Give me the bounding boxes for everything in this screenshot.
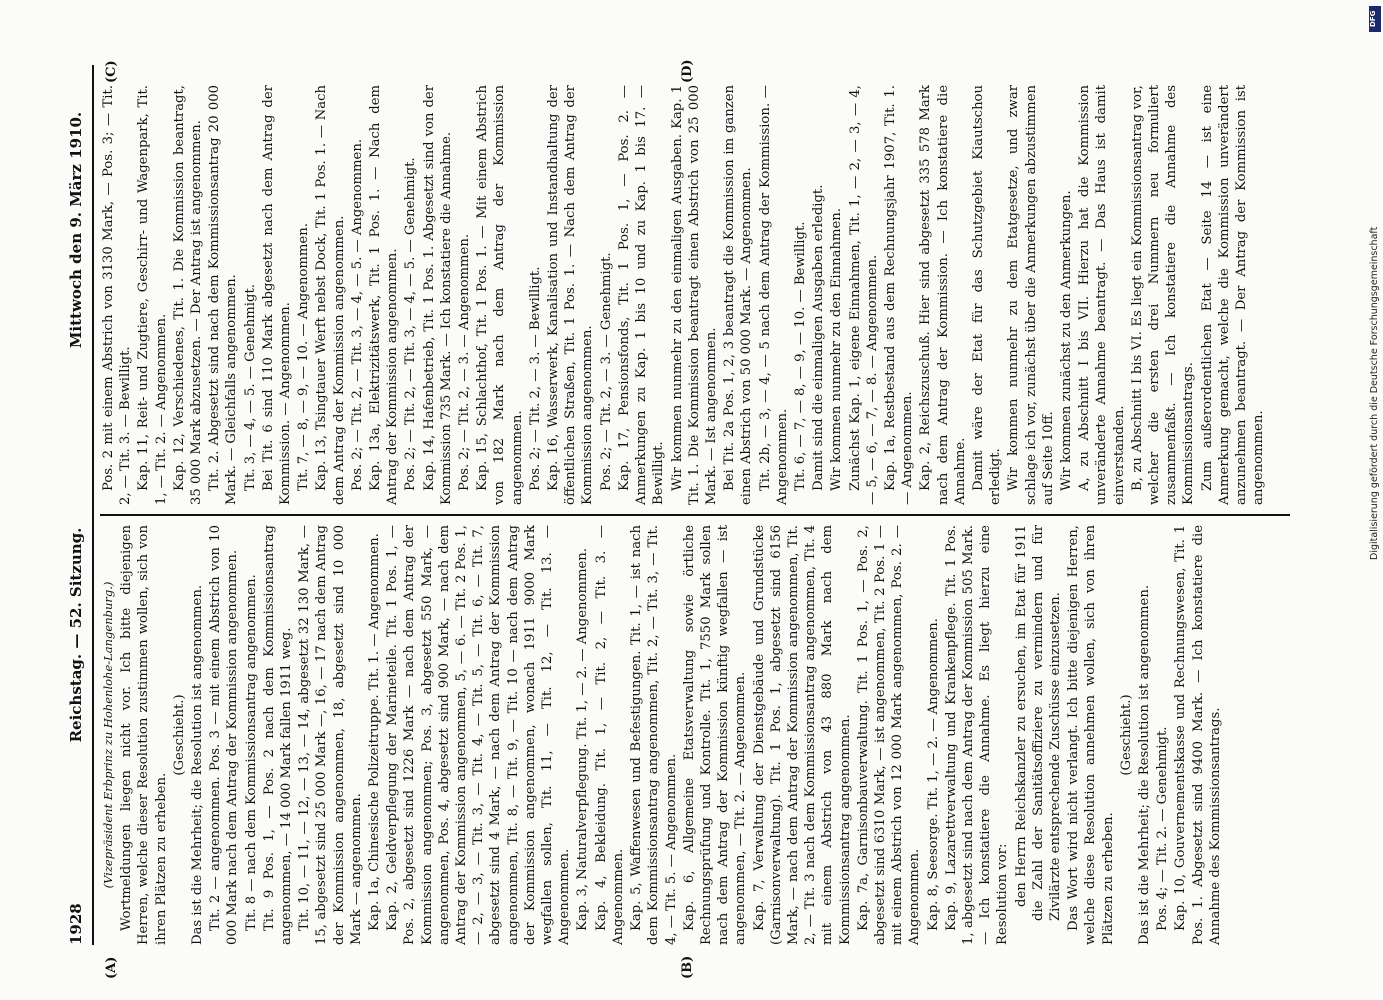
- paragraph: Das Wort wird nicht verlangt. Ich bitte diejenigen Herren, welche diese Resolution annehmen wollen, sich von ihren Plätzen zu erheben.: [1066, 525, 1116, 945]
- paragraph: Tit. 10, — 11, — 12, — 13, — 14, abgesetzt 32 130 Mark, — 15, abgesetzt sind 25 000 Mark —, 16, — 17 nach dem Antrag der Kommission angenommen, 18, abgesetzt sind 10 000 Mark — angenommen.: [297, 525, 364, 945]
- running-header: [60, 65, 94, 945]
- paragraph: Tit. 3, — 4, — 5. — Genehmigt.: [242, 284, 258, 491]
- paragraph: Kap. 2, Reichszuschuß. Hier sind abgesetzt 335 578 Mark nach dem Antrag der Kommission. — Ich konstatiere die Annahme.: [918, 85, 968, 505]
- paragraph: Wortmeldungen liegen nicht vor. Ich bitte diejenigen Herren, welche dieser Resolution zustimmen wollen, sich von ihren Plätzen zu erheben.: [119, 525, 169, 945]
- paragraph: Kap. 10, Gouvernementskasse und Rechnungswesen, Tit. 1 Pos. 1. Abgesetzt sind 9400 Mark. — Ich konstatiere die Annahme des Kommissionsantrags.: [1173, 525, 1223, 945]
- paragraph: Kap. 4, Bekleidung. Tit. 1, — Tit. 2, — Tit. 3. — Angenommen.: [593, 525, 626, 945]
- paragraph: Kap. 16, Wasserwerk, Kanalisation und Instandhaltung der öffentlichen Straßen, Tit. 1 Pos. 1. — Nach dem Antrag der Kommission angenommen.: [546, 85, 596, 505]
- page-content: [60, 59, 1310, 979]
- paragraph: Kap. 2, Geldverpflegung der Marineteile. Tit. 1 Pos. 1, — Pos. 2, abgesetzt sind 1226 Mark — nach dem Antrag der Kommission angenommen; Pos. 3, abgesetzt 550 Mark, — angenommen, Pos. 4, abgesetzt sind 900 Mark, — nach dem Antrag der Kommission angenommen, 5, — 6. — Tit. 2 Pos. 1, — 2, — 3, — Tit. 3, — Tit. 4, — Tit. 5, — Tit. 6, — Tit. 7, abgesetzt sind 4 Mark, — nach dem Antrag der Kommission angenommen, Tit. 8, — Tit. 9, — Tit. 10 — nach dem Antrag der Kommission angenommen, wonach 1911 9000 Mark wegfallen sollen, Tit. 11, — Tit. 12, — Tit. 13. — Angenommen.: [385, 525, 573, 945]
- stage-direction: (Geschieht.): [1118, 694, 1134, 776]
- paragraph: Kap. 9, Lazarettverwaltung und Krankenpflege. Tit. 1 Pos. 1, abgesetzt sind nach dem Antrag der Kommission 505 Mark. — Ich konstatiere die Annahme. Es liegt hierzu eine Resolution vor:: [943, 525, 1011, 945]
- paragraph: Tit. 9 Pos. 1, — Pos. 2 nach dem Kommissionsantrag angenommen, — 14 000 Mark fallen 1911 weg.: [261, 525, 295, 945]
- paragraph: Tit. 7, — 8, — 9, — 10. — Angenommen.: [296, 223, 312, 491]
- dfg-logo: DFG: [1369, 6, 1381, 32]
- text-column-right: [100, 85, 1300, 505]
- paragraph: Pos. 2; — Tit. 2, — 3. — Angenommen.: [457, 233, 473, 491]
- paragraph: Tit. 8 — nach dem Kommissionsantrag angenommen.: [243, 574, 259, 931]
- paragraph: Kap. 13, Tsingtauer Werft nebst Dock, Tit. 1 Pos. 1. — Nach dem Antrag der Kommission angenommen.: [314, 85, 347, 505]
- paragraph: Pos. 2; — Tit. 2, — 3. — Bewilligt.: [527, 266, 543, 491]
- margin-letter-a: (A): [104, 956, 119, 979]
- paragraph: Pos. 2; — Tit. 2, — 3. — Genehmigt.: [598, 252, 614, 491]
- paragraph: Kap. 17, Pensionsfonds, Tit. 1 Pos. 1, — Pos. 2. — Anmerkungen zu Kap. 1 bis 10 und zu Kap. 1 bis 17. — Bewilligt.: [616, 85, 667, 505]
- header-title: Reichstag. — 52. Sitzung.: [67, 527, 85, 743]
- paragraph: Pos. 4; — Tit. 2. — Genehmigt.: [1155, 726, 1171, 931]
- paragraph: Damit wäre der Etat für das Schutzgebiet Kiautschou erledigt.: [970, 85, 1004, 505]
- paragraph: Pos. 2; — Tit. 2, — Tit. 3, — 4, — 5. — Angenommen.: [349, 138, 365, 491]
- paragraph: A, zu Abschnitt I bis VII. Hierzu hat die Kommission unveränderte Annahme beantragt. — Das Haus ist damit einverstanden.: [1077, 85, 1127, 505]
- text-column-left: [100, 525, 1300, 945]
- paragraph: Pos. 2 mit einem Abstrich von 3130 Mark, — Pos. 3; — Tit. 2, — Tit. 3. — Bewilligt.: [101, 85, 134, 505]
- stage-direction: (Geschieht.): [171, 694, 187, 776]
- paragraph: Wir kommen nunmehr zu den Einnahmen.: [829, 208, 845, 491]
- paragraph: B, zu Abschnitt I bis VI. Es liegt ein Kommissionsantrag vor, welcher die ersten drei Nummern neu formuliert zusammenfaßt. — Ich konstatiere die Annahme des Kommissionsantrags.: [1129, 85, 1197, 505]
- paragraph: Damit sind die einmaligen Ausgaben erledigt.: [811, 184, 827, 491]
- paragraph: Tit. 2b, — 3, — 4, — 5 nach dem Antrag der Kommission. — Angenommen.: [757, 85, 790, 505]
- paragraph: Wir kommen nunmehr zu den einmaligen Ausgaben. Kap. 1 Tit. 1. Die Kommission beantragt einen Abstrich von 25 000 Mark. — Ist angenommen.: [669, 85, 719, 505]
- paragraph: Bei Tit. 2a Pos. 1, 2, 3 beantragt die Kommission im ganzen einen Abstrich von 50 000 Mark. — Angenommen.: [722, 85, 755, 505]
- paragraph: Kap. 8, Seesorge. Tit. 1, — 2. — Angenommen.: [925, 618, 941, 931]
- paragraph: Kap. 14, Hafenbetrieb, Tit. 1 Pos. 1. Abgesetzt sind von der Kommission 735 Mark. — Ich konstatiere die Annahme.: [421, 85, 454, 505]
- paragraph: Kap. 6, Allgemeine Etatsverwaltung sowie örtliche Rechnungsprüfung und Kontrolle. Tit. 1, 7550 Mark sollen nach dem Antrag der Kommission künftig wegfallen — ist angenommen, — Tit. 2. — Angenommen.: [681, 525, 749, 945]
- paragraph: Kap. 7, Verwaltung der Dienstgebäude und Grundstücke (Garnisonverwaltung). Tit. 1 Pos. 1, abgesetzt sind 6156 Mark, — nach dem Antrag der Kommission angenommen, Tit. 2, — Tit. 3 nach dem Kommissionsantrag angenommen, Tit. 4 mit einem Abstrich von 43 880 Mark nach dem Kommissionsantrag angenommen.: [751, 525, 853, 945]
- paragraph: Kap. 11, Reit- und Zugtiere, Geschirr- und Wagenpark, Tit. 1, — Tit. 2. — Angenommen.: [136, 85, 169, 505]
- paragraph: Tit. 6, — 7, — 8, — 9, — 10. — Bewilligt.: [792, 221, 808, 491]
- paragraph: Zum außerordentlichen Etat — Seite 14 — ist eine Anmerkung gemacht, welche die Kommission unverändert anzunehmen beantragt. — Der Antrag der Kommission ist angenommen.: [1199, 85, 1267, 505]
- paragraph: Kap. 1a, Restbestand aus dem Rechnungsjahr 1907, Tit. 1. — Angenommen.: [882, 85, 916, 505]
- resolution-text: den Herrn Reichskanzler zu ersuchen, im Etat für 1911 die Zahl der Sanitätsoffiziere zu vermindern und für Zivilärzte entsprechende Zuschüsse einzusetzen.: [1013, 525, 1063, 921]
- speaker-note: (Vizepräsident Erbprinz zu Hohenlohe-Langenburg.): [101, 581, 115, 889]
- paragraph: Tit. 2. Abgesetzt sind nach dem Kommissionsantrag 20 000 Mark. — Gleichfalls angenommen.: [207, 85, 240, 505]
- paragraph: Kap. 13a, Elektrizitätswerk, Tit. 1 Pos. 1. — Nach dem Antrag der Kommission angenommen.: [368, 85, 401, 505]
- paragraph: Zunächst Kap. 1, eigene Einnahmen, Tit. 1, — 2, — 3, — 4, — 5, — 6, — 7, — 8. — Angenommen.: [847, 85, 880, 505]
- page-number: 1928: [67, 903, 85, 945]
- margin-letter-b: (B): [680, 955, 695, 979]
- paragraph: Kap. 15, Schlachthof, Tit. 1 Pos. 1. — Mit einem Abstrich von 182 Mark nach dem Antrag der Kommission angenommen.: [475, 85, 525, 505]
- paragraph: Wir kommen nunmehr zu dem Etatgesetze, und zwar schlage ich vor, zunächst über die Anmerkungen abzustimmen auf Seite 10ff.: [1006, 85, 1056, 505]
- paragraph: Kap. 7a, Garnisonbauverwaltung. Tit. 1 Pos. 1, — Pos. 2, abgesetzt sind 6310 Mark, — ist angenommen, Tit. 2 Pos. 1 — mit einem Abstrich von 12 000 Mark angenommen, Pos. 2. — Angenommen.: [855, 525, 923, 945]
- paragraph: Das ist die Mehrheit; die Resolution ist angenommen.: [1136, 584, 1152, 945]
- paragraph: Pos. 2; — Tit. 2, — Tit. 3, — 4, — 5. — Genehmigt.: [403, 157, 419, 491]
- margin-letter-d: (D): [680, 59, 695, 83]
- paragraph: Wir kommen zunächst zu den Anmerkungen.: [1058, 190, 1074, 491]
- paragraph: Kap. 1a, Chinesische Polizeitruppe. Tit. 1. — Angenommen.: [367, 533, 383, 931]
- paragraph: Kap. 3, Naturalverpflegung. Tit. 1, — 2. — Angenommen.: [575, 548, 591, 931]
- digitization-note: Digitalisierung gefördert durch die Deutsche Forschungsgemeinschaft: [1369, 226, 1380, 560]
- paragraph: Kap. 12, Verschiedenes, Tit. 1. Die Kommission beantragt, 35 000 Mark abzusetzen. — Der Antrag ist angenommen.: [171, 85, 205, 505]
- paragraph: Das ist die Mehrheit; die Resolution ist angenommen.: [190, 584, 206, 945]
- paragraph: Tit. 2 — angenommen. Pos. 3 — mit einem Abstrich von 10 000 Mark nach dem Antrag der Kommission angenommen.: [208, 525, 241, 945]
- column-divider: [100, 514, 1290, 516]
- header-date: Mittwoch den 9. März 1910.: [67, 111, 85, 349]
- paragraph: Bei Tit. 6 sind 110 Mark abgesetzt nach dem Antrag der Kommission. — Angenommen.: [260, 85, 294, 505]
- paragraph: Kap. 5, Waffenwesen und Befestigungen. Tit. 1, — ist nach dem Kommissionsantrag angenommen, Tit. 2, — Tit. 3, — Tit. 4, — Tit. 5. — Angenommen.: [629, 525, 679, 945]
- margin-letter-c: (C): [104, 60, 119, 83]
